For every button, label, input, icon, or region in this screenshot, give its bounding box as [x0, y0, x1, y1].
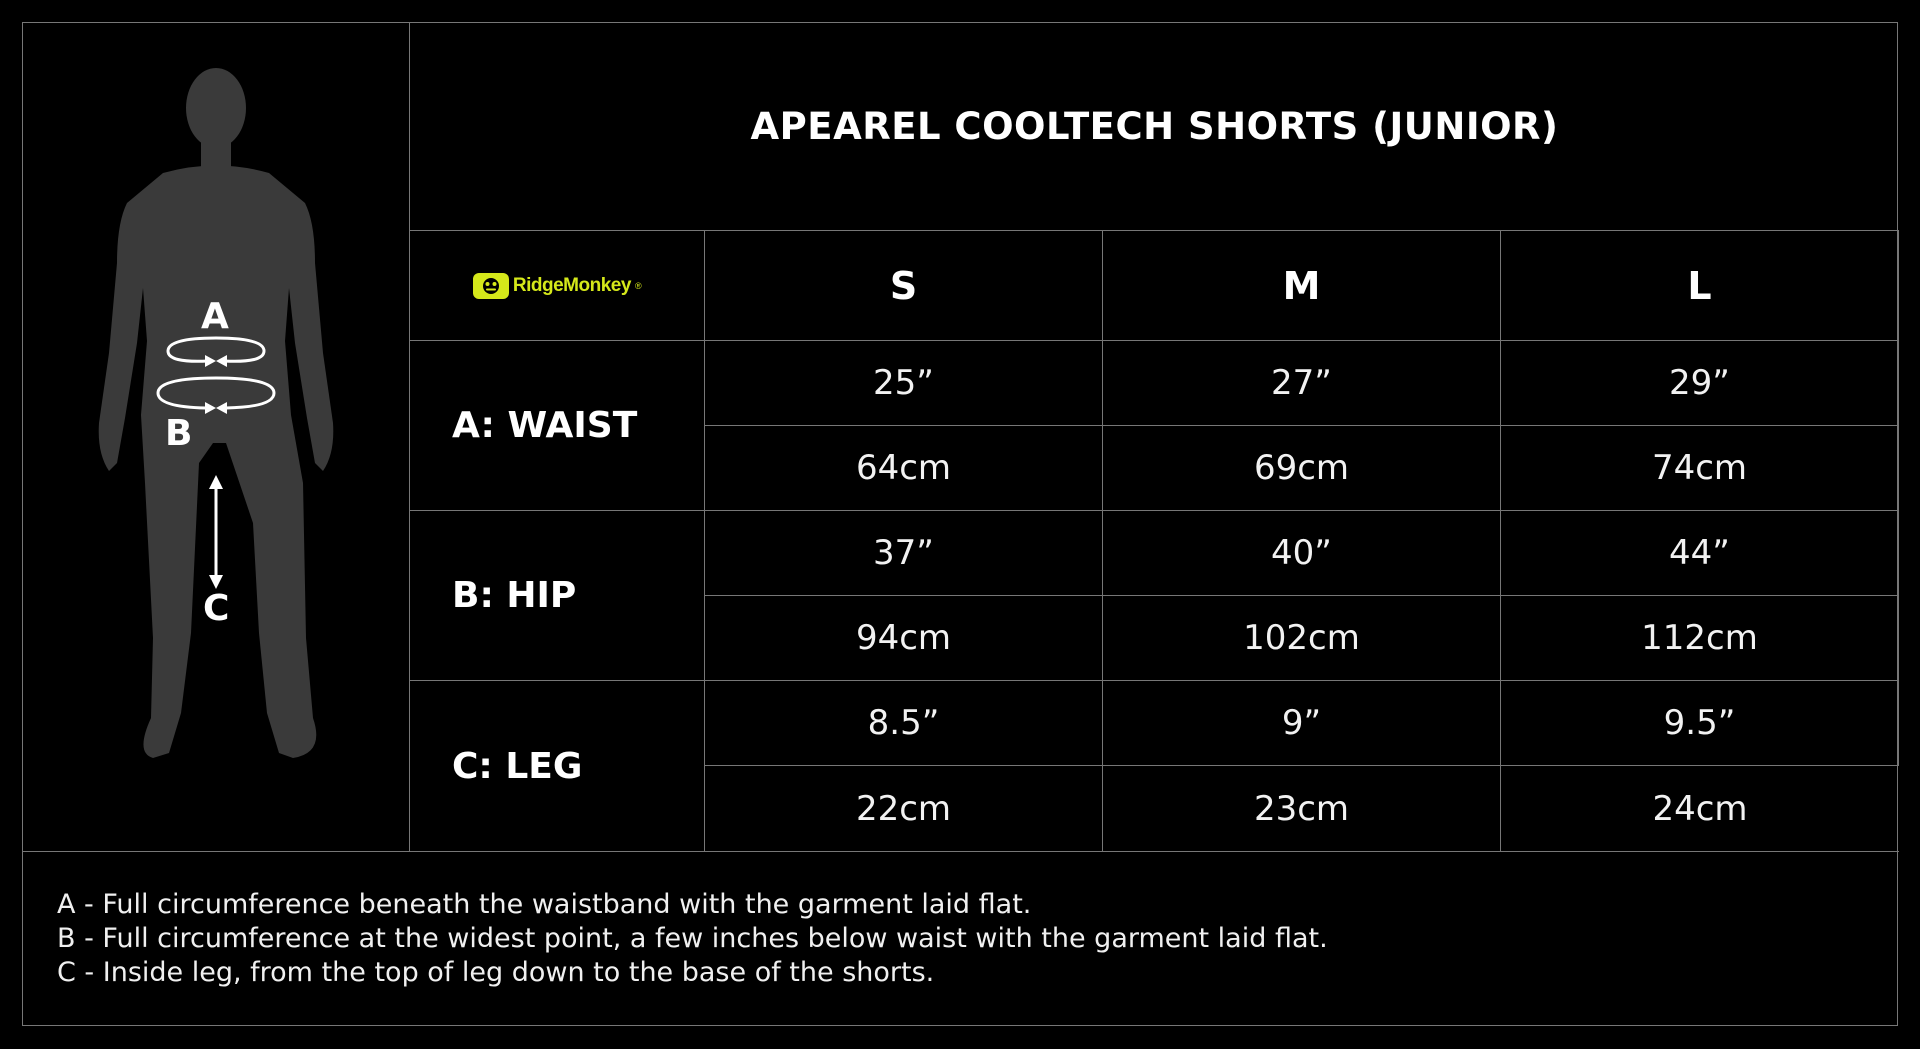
leg-s-cm: 22cm [705, 766, 1103, 851]
figure-label-b: B [165, 413, 193, 454]
monkey-icon [473, 273, 509, 299]
note-c: C - Inside leg, from the top of leg down to the base of the shorts. [57, 957, 935, 988]
hip-m-cm: 102cm [1103, 596, 1501, 681]
note-b: B - Full circumference at the widest point, a few inches below waist with the garment laid flat. [57, 923, 1328, 954]
leg-m-inches: 9” [1103, 681, 1501, 766]
size-header-m: M [1103, 231, 1501, 341]
title-row [410, 23, 1899, 231]
note-a: A - Full circumference beneath the waistband with the garment laid flat. [57, 889, 1032, 920]
row-label-leg: C: LEG [410, 681, 705, 851]
size-chart-frame [22, 22, 1898, 1026]
waist-s-inches: 25” [705, 341, 1103, 426]
brand-name: RidgeMonkey [512, 274, 631, 296]
leg-m-cm: 23cm [1103, 766, 1501, 851]
hip-s-cm: 94cm [705, 596, 1103, 681]
size-table [410, 231, 1899, 851]
leg-l-inches: 9.5” [1501, 681, 1899, 766]
hip-l-inches: 44” [1501, 511, 1899, 596]
brand-logo [473, 273, 641, 299]
waist-m-inches: 27” [1103, 341, 1501, 426]
size-header-s: S [705, 231, 1103, 341]
chart-title: APEAREL COOLTECH SHORTS (JUNIOR) [750, 105, 1559, 148]
waist-l-cm: 74cm [1501, 426, 1899, 511]
leg-l-cm: 24cm [1652, 788, 1748, 829]
waist-l-inches: 29” [1501, 341, 1899, 426]
waist-m-cm: 69cm [1103, 426, 1501, 511]
hip-l-cm: 112cm [1501, 596, 1899, 681]
measurement-notes [23, 851, 1899, 1027]
figure-label-a: A [201, 296, 229, 337]
row-label-hip: B: HIP [410, 511, 705, 681]
figure-panel [23, 23, 410, 851]
size-header-l: L [1501, 231, 1899, 341]
figure-label-c: C [203, 588, 230, 629]
brand-logo-cell [410, 231, 705, 341]
body-silhouette-icon [23, 23, 410, 851]
hip-m-inches: 40” [1103, 511, 1501, 596]
waist-s-cm: 64cm [705, 426, 1103, 511]
hip-s-inches: 37” [705, 511, 1103, 596]
row-label-waist: A: WAIST [410, 341, 705, 511]
leg-s-inches: 8.5” [705, 681, 1103, 766]
brand-registered-mark: ® [634, 280, 642, 291]
